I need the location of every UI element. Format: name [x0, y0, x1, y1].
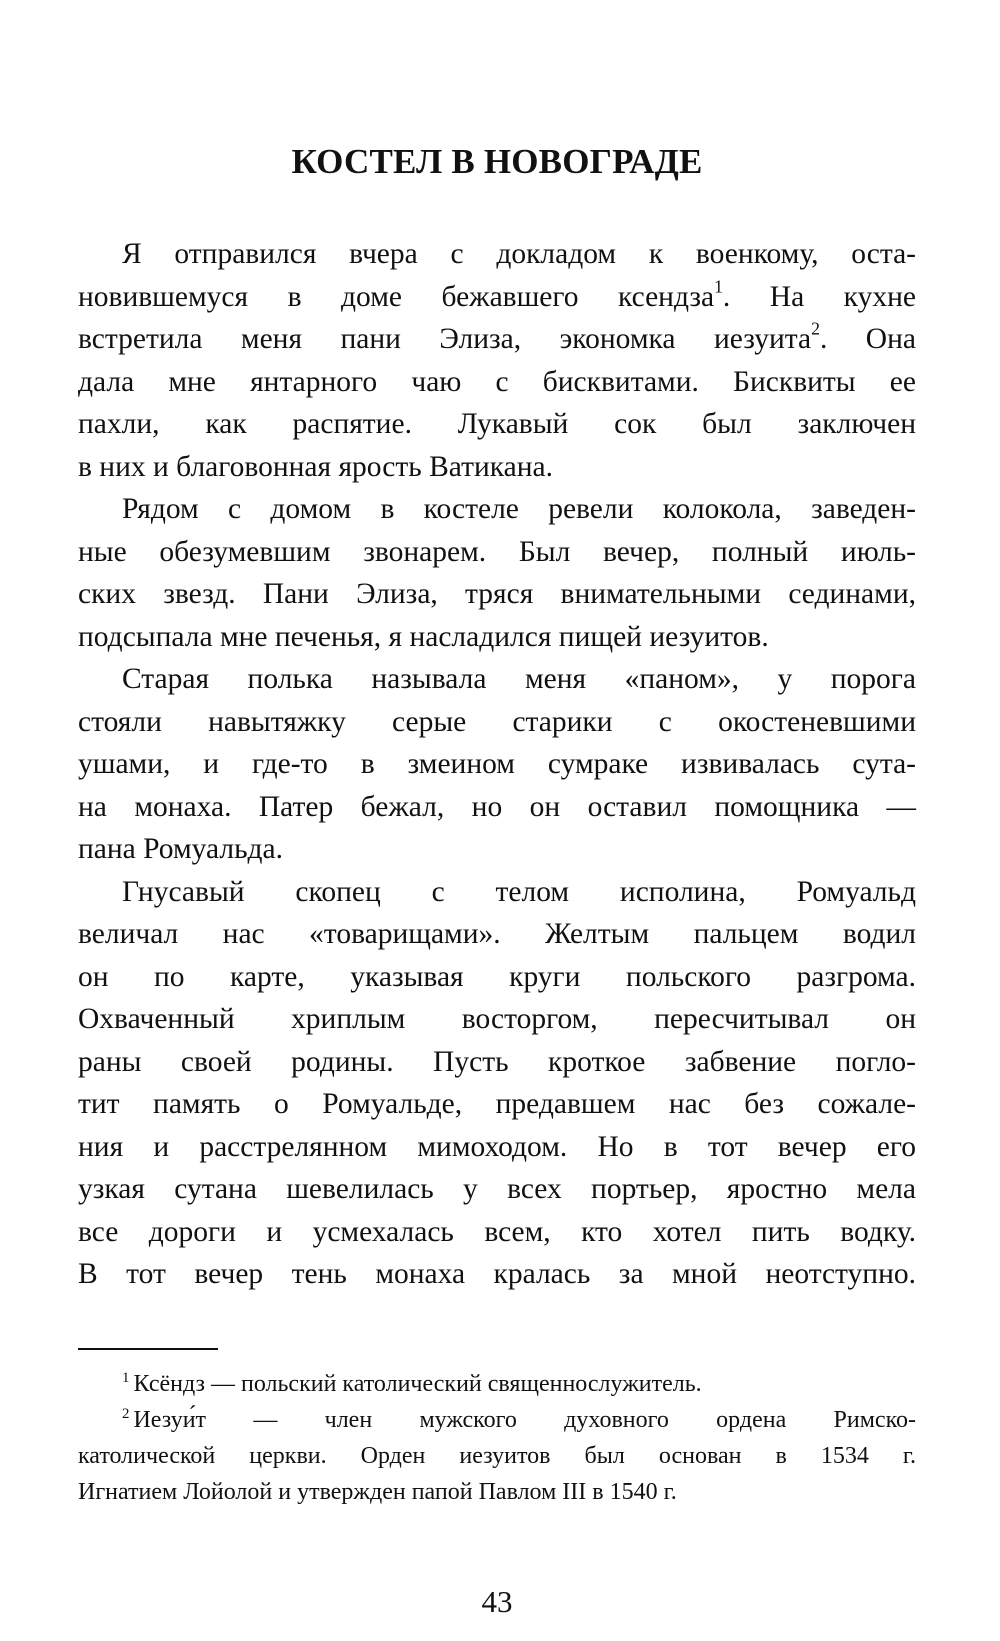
footnote-text: Иезуи́т — член мужского духовного ордена Римско- [133, 1407, 916, 1433]
text-line: В тот вечер тень монаха кралась за мной неотступно. [78, 1258, 916, 1290]
text-line: в них и благовонная ярость Ватикана. [78, 450, 553, 483]
text-line: Охваченный хриплым восторгом, пересчитывал он [78, 1003, 916, 1035]
text-line: тит память о Ромуальде, предавшем нас без сожале- [78, 1088, 916, 1120]
page-number: 43 [481, 1584, 513, 1619]
text-line: Гнусавый скопец с телом исполина, Ромуальд [122, 875, 916, 908]
text-line: пахли, как распятие. Лукавый сок был заключен [78, 408, 916, 440]
text-line: Старая полька называла меня «паном», у порога [122, 663, 916, 695]
text-fragment: . Она [819, 323, 916, 355]
text-line [78, 318, 916, 361]
text-line: дала мне янтарного чаю с бисквитами. Бисквиты ее [78, 365, 916, 398]
text-line: величал нас «товарищами». Желтым пальцем водил [78, 918, 916, 950]
footnotes [78, 1366, 916, 1510]
footnote-number: 1 [122, 1370, 130, 1387]
text-line [78, 276, 916, 319]
footnote-2 [78, 1402, 916, 1438]
text-fragment: новившемуся в доме бежавшего ксендза [78, 280, 715, 313]
text-line: ушами, и где-то в змеином сумраке извивалась сута- [78, 748, 916, 780]
text-line: пана Ромуальда. [78, 833, 284, 865]
text-line: все дороги и усмехалась всем, кто хотел пить водку. [78, 1215, 916, 1248]
text-fragment: встретила меня пани Элиза, экономка иезуита [78, 323, 812, 355]
footnote-2-line: Игнатием Лойолой и утвержден папой Павлом III в 1540 г. [78, 1479, 677, 1505]
text-line: подсыпала мне печенья, я насладился пищей иезуитов. [78, 620, 769, 653]
text-line: раны своей родины. Пусть кроткое забвение погло- [78, 1045, 916, 1078]
text-line: он по карте, указывая круги польского разгрома. [78, 960, 916, 993]
text-line: узкая сутана шевелилась у всех портьер, яростно мела [78, 1173, 916, 1205]
footnote-1 [78, 1366, 916, 1402]
footnote-text: Ксёндз — польский католический священнослужитель. [133, 1371, 702, 1397]
text-line: Я отправился вчера с докладом к военкому, оста- [122, 238, 916, 270]
text-line: стояли навытяжку серые старики с окостеневшими [78, 705, 916, 738]
book-page [78, 0, 916, 1641]
footnote-ref[interactable]: 2 [811, 318, 820, 339]
footnote-divider [78, 1348, 218, 1350]
footnote-ref[interactable]: 1 [714, 276, 723, 297]
text-line: ния и расстрелянном мимоходом. Но в тот вечер его [78, 1130, 916, 1163]
footnote-number: 2 [122, 1406, 130, 1423]
text-line: Рядом с домом в костеле ревели колокола, заведен- [122, 493, 916, 525]
chapter-body [78, 233, 916, 1296]
text-line: ные обезумевшим звонарем. Был вечер, полный июль- [78, 535, 916, 568]
footnote-2-line: католической церкви. Орден иезуитов был основан в 1534 г. [78, 1443, 916, 1469]
text-line: на монаха. Патер бежал, но он оставил помощника — [78, 790, 916, 823]
text-fragment: . На кухне [722, 280, 916, 313]
text-line: ских звезд. Пани Элиза, тряся внимательными сединами, [78, 578, 916, 610]
chapter-title: КОСТЕЛ В НОВОГРАДЕ [291, 142, 703, 181]
